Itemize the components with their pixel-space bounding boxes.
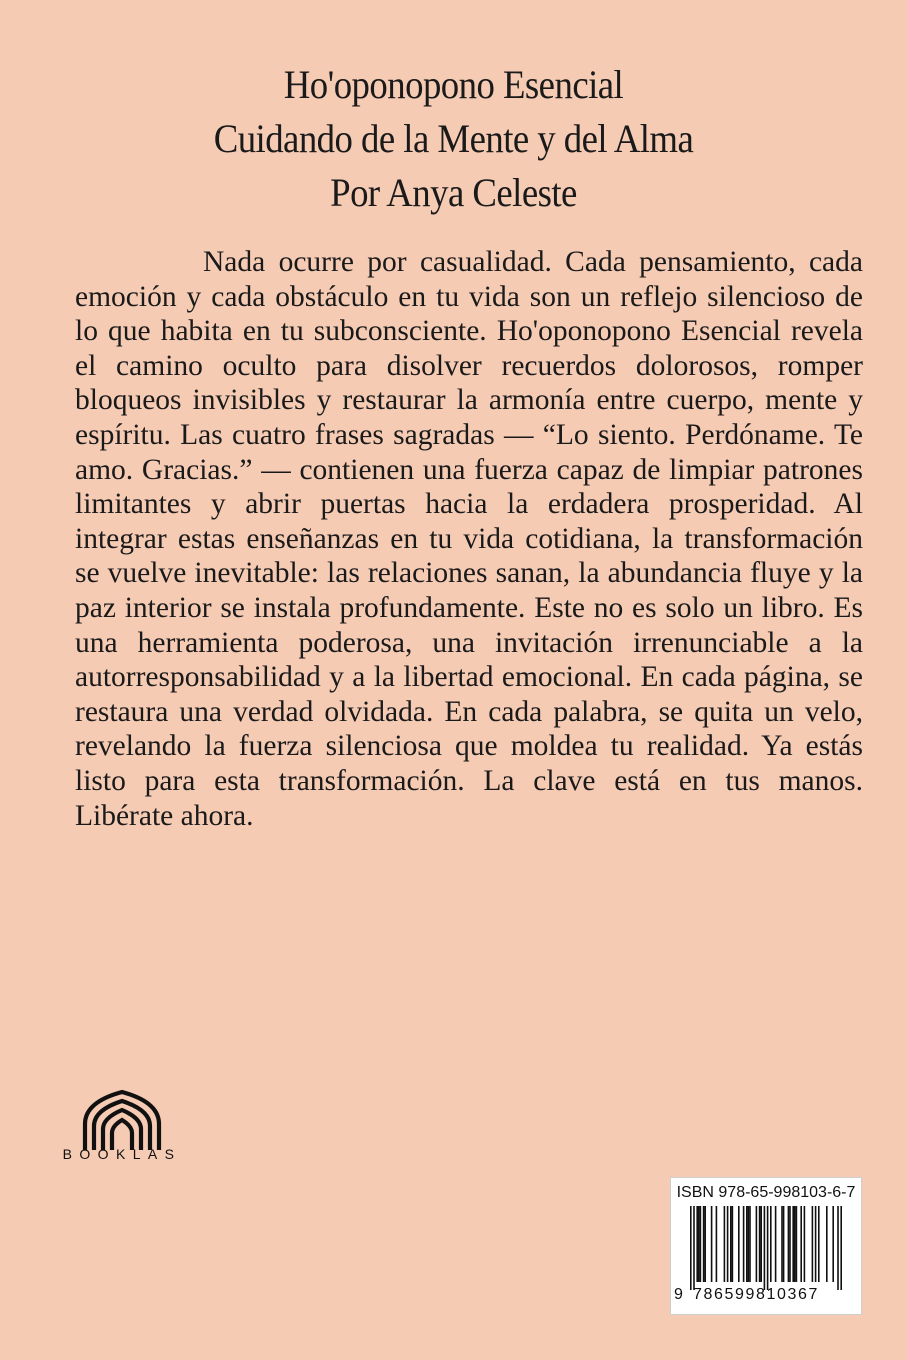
barcode-bar [696, 1206, 698, 1282]
barcode-bar [698, 1206, 700, 1282]
book-title: Ho'oponopono Esencial [283, 62, 624, 107]
barcode-bar [767, 1206, 769, 1290]
barcode-bar [727, 1206, 729, 1282]
barcode-bar [781, 1206, 783, 1282]
barcode-bar [690, 1206, 692, 1290]
barcode-bar [826, 1206, 828, 1282]
barcode-bar [770, 1206, 772, 1282]
barcode-lead-digit: 9 [674, 1286, 685, 1303]
barcode-bar [743, 1206, 745, 1282]
barcode-bar [700, 1206, 702, 1282]
isbn-label: ISBN 978-65-998103-6-7 [676, 1184, 856, 1201]
barcode-bar [792, 1206, 794, 1282]
barcode-bar [815, 1206, 817, 1282]
publisher-logo [52, 1088, 192, 1168]
barcode-bar [724, 1206, 726, 1282]
barcode-bar [818, 1206, 820, 1282]
barcode-bar [804, 1206, 806, 1282]
barcode-bar [748, 1206, 750, 1282]
barcode-bar [800, 1206, 802, 1282]
title-block [0, 58, 907, 220]
barcode-box [670, 1177, 862, 1315]
barcode-bar [716, 1206, 718, 1282]
barcode-bar [759, 1206, 761, 1282]
barcode-bar [783, 1206, 785, 1282]
barcode-bar [704, 1206, 706, 1282]
barcode-bar [749, 1206, 751, 1282]
barcode-bar [711, 1206, 713, 1282]
barcode-bar [764, 1206, 766, 1290]
barcode-bar [703, 1206, 705, 1282]
barcode-bar [832, 1206, 834, 1282]
barcode-bar [794, 1206, 796, 1282]
barcode-bar [693, 1206, 695, 1290]
barcode-bar [840, 1206, 842, 1290]
barcode-bar [837, 1206, 839, 1290]
barcode-bar [812, 1206, 814, 1282]
barcode-bar [738, 1206, 740, 1282]
barcode-bar [730, 1206, 732, 1282]
barcode-bar [756, 1206, 758, 1282]
barcode-bar [796, 1206, 798, 1282]
barcode-digit-string: 786599810367 [693, 1286, 819, 1303]
arch-icon [79, 1088, 165, 1152]
book-author: Por Anya Celeste [330, 170, 577, 215]
barcode-bar [789, 1206, 791, 1282]
barcode-bar [746, 1206, 748, 1282]
barcode-bar [788, 1206, 790, 1282]
barcode-bar [732, 1206, 734, 1282]
publisher-name: BOOKLAS [62, 1146, 182, 1162]
book-subtitle: Cuidando de la Mente y del Alma [213, 116, 694, 161]
barcode-bar [760, 1206, 762, 1282]
back-cover-blurb: Nada ocurre por casualidad. Cada pensamiento, cada emoción y cada obstáculo en tu vida son un reflejo silencioso de lo que habita en tu subconsciente. Ho'oponopono Esencial revela el camino oculto para disolver recuerdos dolorosos, romper bloqueos invisibles y restaurar la armonía entre cuerpo, mente y espíritu. Las cuatro frases sagradas — “Lo siento. Perdóname. Te amo. Gracias.” — contienen una fuerza capaz de limpiar patrones limitantes y abrir puertas hacia la erdadera prosperidad. Al integrar estas enseñanzas en tu vida cotidiana, la transformación se vuelve inevitable: las relaciones sanan, la abundancia fluye y la paz interior se instala profundamente. Este no es solo un libro. Es una herramienta poderosa, una invitación irrenunciable a la autorresponsabilidad y a la libertad emocional. En cada página, se restaura una verdad olvidada. En cada palabra, se quita un velo, revelando la fuerza silenciosa que moldea tu realidad. Ya estás listo para esta transformación. La clave está en tus manos. Libérate ahora. [75, 246, 863, 832]
barcode-bar [775, 1206, 777, 1282]
barcode-icon [685, 1206, 851, 1290]
